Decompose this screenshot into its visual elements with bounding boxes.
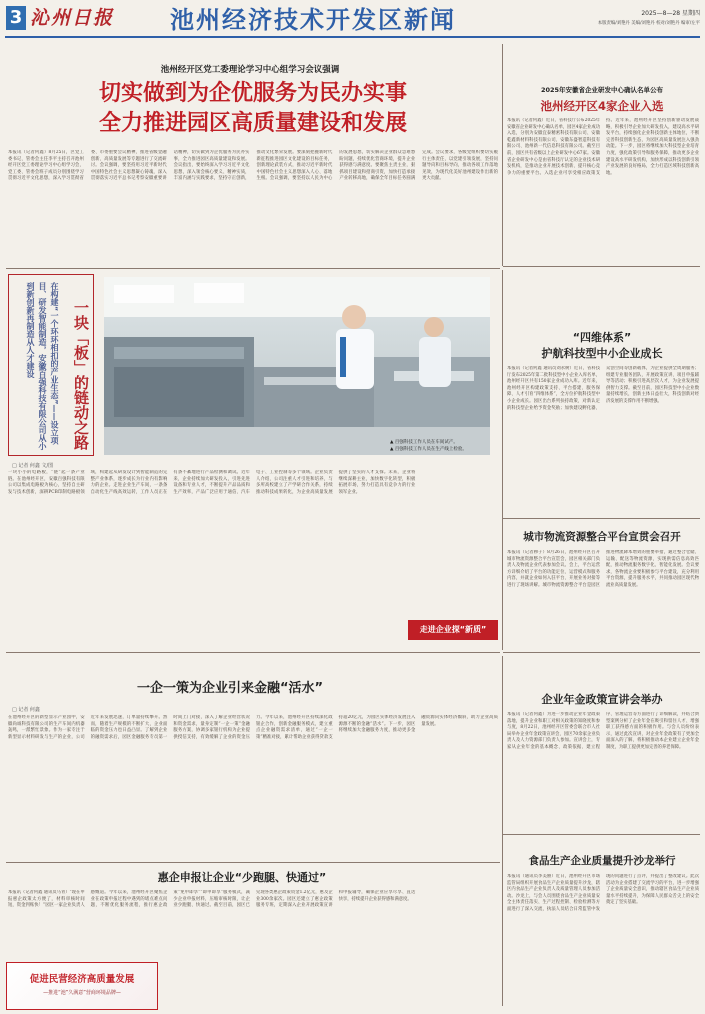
right-column-divider-low [502,656,503,1006]
finance-body: 在池州经开区的新型显示产业园中，安徽尚诚科技有限公司的生产车间内机器轰鸣，一派繁忙景象。作为一家专注于新型显示材料研发与生产的企业，公司近年来发展迅速，订单量持续攀升。然而，随着生产规模的不断扩大，企业面临的资金压力也日益凸显。了解到企业的融资需求后，园区金融服务专员第一时间上门对接，深入了解企业经营状况和资金需求，量身定制“一企一策”金融服务方案，协调多家银行机构为企业提供授信支持，有效缓解了企业的资金压力。今年以来，池州经开区持续深化政银企合作，创新金融服务模式，建立重点企业融资需求清单，通过“一企一策”精准对接，累计帮助企业获得贷款支持超20亿元，为园区实体经济发展注入源源不断的金融“活水”。下一步，园区将继续加大金融服务力度，推动更多金融资源向实体经济倾斜，助力企业高质量发展。 [8,715,498,740]
ic-byline: □ 记者 何鑫 文/图 [12,463,54,469]
badge-enter-enterprise: 走进企业探“新质” [408,620,498,640]
ic-photo-caption-2: ▲ 百强科技工作人员在生产线上检验。 [390,447,467,452]
paper-logo: 沁州日报 [30,7,115,29]
lead-kicker: 池州经开区党工委理论学习中心组学习会议强调 [160,65,340,75]
logistics-body: 本报讯（记者穆子）8月26日，池州经开区召开城市物流资源整合平台宣贯会，园区相关部门负责人及物流企业代表参加会议。会上，平台运营方详细介绍了平台的功能定位、运营模式和服务内容，并就企业如何入驻平台、开展业务对接等进行了现场讲解。城市物流资源整合平台是园区推进物流降本增效的重要举措，通过整合仓储、运输、配送等物流资源，实现供需信息高效匹配，推动物流服务数字化、智能化发展。会议要求，各物流企业要积极参与平台建设，充分利用平台资源，提升服务水平，共同推动园区现代物流业高质量发展。 [507,550,699,588]
rd-headline: 池州经开区4家企业入选 [540,99,664,113]
annuity-headline: 企业年金政策宣讲会举办 [541,693,663,706]
rd-kicker: 2025年安徽省企业研发中心确认名单公布 [540,86,664,94]
promo-banner-title: 促进民营经济高质量发展 [29,974,135,985]
lead-headline-line2: 全力推进园区高质量建设和发展 [98,111,407,136]
lead-headline-line1: 切实做到为企优服务为民办实事 [98,81,407,106]
finance-bottom-rule [6,862,500,863]
tax-headline: 惠企申报让企业“少跑腿、快通过” [157,871,327,884]
issue-date: 2025—8—28 星期四 [641,10,700,17]
tech-headline: 护航科技型中小企业成长 [541,347,663,360]
finance-byline: □ 记者 何鑫 [12,707,40,713]
annuity-body: 本报讯（记者何鑫）为进一步推动企业年金政策落地，提升企业和职工对相关政策的知晓度和参与度，8月22日，池州经开区管委会联合市人社局举办企业年金政策宣讲会，园区70余家企业负责人及人力资源部门负责人参加。宣讲会上，专家从企业年金的基本概念、政策依据、建立程序、管理运营等方面进行了详细解读，并结合典型案例分析了企业年金在吸引和留住人才、增强职工获得感方面的积极作用。与会人员纷纷表示，通过此次宣讲，对企业年金政策有了更加全面深入的了解，将积极推动本企业建立企业年金制度，为职工提供更加完善的养老保障。 [507,712,699,750]
promo-banner [6,962,158,1010]
ic-bottom-rule [6,652,500,653]
lead-body: 本报讯（记者何鑫）8月25日，区党工委书记、管委会主任李平主持召开池州经开区党工委理论学习中心组学习会，党工委、管委会班子成员分别围绕学习贯彻习近平文化思想，深入学习贯彻省委、市委重要会议精神，推进省级金融创新、高质量发展等专题进行了交流研讨。会议强调，要坚持用习近平新时代中国特色社会主义思想凝心铸魂，深入贯彻落实习近平总书记考察安徽重要讲话精神，切实做到为企优服务为民办实事，全力推进园区高质量建设和发展。会议指出，要始终深入学习习近平文化思想，深入领会核心要义、精神实质，丰富内涵与实践要求，坚持守正创新，推动文化繁荣发展。要深刻把握新时代新征程推进园区文化建设的目标任务，创新理论武装方式，推动习近平新时代中国特色社会主义思想深入人心、落地生根。会议强调，要坚持以人民为中心的发展思想，切实解决企业群众急难愁盼问题，持续优化营商环境，提升企业获得感与满意度。要聚焦主责主业，狠抓项目建设和招商引资，加快打造承接产业转移高地，确保全年目标任务圆满完成。会议要求，各级党组织要切实履行主体责任，以党建引领发展，坚持问题导向和目标导向，推动各项工作落地见效，为现代化美好池州建设作出新的更大贡献。 [8,150,498,182]
rd-body: 本报讯（记者何鑫）近日，省科技厅公布2025年安徽省企业研发中心确认名单，园区4家企业成功入选，分别为安徽宜泰精密科技有限公司、安徽乾鑫新材料科技有限公司、安徽东盛智造科技有限公司、池州新一代信息科技有限公司。截至目前，园区共有省级以上企业研发中心67家。安徽省企业研发中心是由省科技厅认定的企业技术研发机构，是推动企业开展技术创新、提升核心竞争力的重要平台。入选企业可享受相应政策支持。近年来，池州经开区坚持创新驱动发展战略，积极引导企业加大研发投入，建设高水平研发平台，持续强化企业科技创新主体地位，不断完善科技创新生态，为园区高质量发展注入强劲动能。下一步，园区将继续加大科技型企业培育力度，强化政策引导和服务保障，推动更多企业建设高水平研发机构，加快形成以科技创新引领产业发展的良好格局，全力打造区域科技创新高地。 [507,118,699,176]
ic-photo-caption-1: ▲ 百强科技工作人员在车间试产。 [390,440,458,445]
food-body: 本报讯（通讯员李美丽）近日，池州经开区市场监管局组织开展食品生产企业质量提升沙龙，辖区内食品生产企业负责人及质量管理人员参加活动。沙龙上，与会人员围绕食品生产企业质量安全主体责任落实、生产过程控制、检验检测等方面进行了深入交流，执法人员结合日常监管中发现的问题进行了点评，并提出了整改建议。此次活动为企业搭建了交流学习的平台，进一步增强了企业质量安全意识，推动辖区食品生产企业质量水平持续提升，为保障人民群众舌尖上的安全奠定了坚实基础。 [507,874,699,912]
ic-vertical-title: 一块「板」的链动之路 [72,300,90,450]
logistics-bottom-rule [503,652,700,653]
tech-kicker: “四维体系” [572,331,632,344]
right-column-divider-top [502,44,503,266]
promo-banner-subtitle: —推进“池”久满意”营商环境品牌— [43,990,121,996]
ic-body: 一块小小的电路板，“链”起一条产业链。在池州经开区，安徽百强科技有限公司以集成电路板为核心，坚持自主研发与技术创新，深耕PCB印制电路板领域，构建起从研发设计到智能制造的完整产业体系，逐步成长为行业内有影响力的企业。走进企业生产车间，一条条自动化生产线高效运转，工作人员正在有条不紊地进行产品检测和调试。近年来，企业持续加大研发投入，引进先进设备和专业人才，不断提升产品品质和生产效率，产品广泛应用于通信、汽车电子、工业控制等多个领域。企业负责人介绍，公司注重人才引进和培养，与多所高校建立了产学研合作关系，持续推动科技成果转化，为企业高质量发展提供了坚实的人才支撑。未来，企业将继续深耕主业，加快数字化转型，积极拓展市场，努力打造具有竞争力的行业领军企业。 [8,470,416,495]
tech-body: 本报讯（记者何鑫 通讯员刘永树）近日，省科技厅发布2025年第二批科技型中小企业入库名单，池州经开区共有150家企业成功入库。近年来，池州经开区构建政策支持、平台搭建、服务保障、人才引育“四维体系”，全方位护航科技型中小企业成长。园区出台系列扶持政策，对新认定的科技型企业给予资金奖励；加快建设孵化器、众创空间等创新载体，为企业提供全周期服务；组建专业服务团队，开展政策宣讲、项目申报辅导等活动；积极引进高层次人才，为企业发展提供智力支撑。截至目前，园区科技型中小企业数量持续增长，创新主体日益壮大，科技创新对经济发展的支撑作用不断增强。 [507,366,699,411]
right-column-divider-mid [502,270,503,650]
section-title: 池州经济技术开发区新闻 [170,6,456,34]
factory-photo-image [104,277,490,455]
lead-bottom-rule [6,268,500,269]
tax-body: 本报讯（记者何鑫 通讯员马青）“现在申报惠企政策太方便了，材料审核时间短，资金到账快！”园区一家企业负责人感慨道。今年以来，池州经开区聚焦企业在政策申报过程中遇到的堵点难点问题，不断优化服务流程，推行惠企政策“免申即享”“即申即享”服务模式，减少企业申报材料，压缩审核时限，让企业少跑腿、快通过。截至目前，园区已兑现各类惠企政策资金1.2亿元，惠及企业300余家次。园区还建立了惠企政策服务专班，定期深入企业开展政策宣讲和申报辅导，确保企业应享尽享、直达快享，持续提升企业获得感和满意度。 [8,890,416,909]
ic-deck: 在构建“一个环环相扣的产业生态”——设立项目、研发智能制造，安徽百强科技有限公司从小到新创新再制造从人才建设 [26,282,59,450]
logistics-headline: 城市物流资源整合平台宣贯会召开 [523,531,681,543]
page-number-badge: 3 [6,6,26,30]
tech-bottom-rule [503,518,700,519]
ic-photo [104,277,490,455]
finance-headline: 一企一策为企业引来金融“活水” [136,681,324,696]
rd-bottom-rule [503,266,700,267]
editor-credits: 本版责编/刘艳丹 美编/刘艳丹 校对/刘艳丹 编审/左平 [597,21,700,26]
food-headline: 食品生产企业质量提升沙龙举行 [528,855,676,867]
masthead-rule [5,36,700,38]
annuity-bottom-rule [503,834,700,835]
